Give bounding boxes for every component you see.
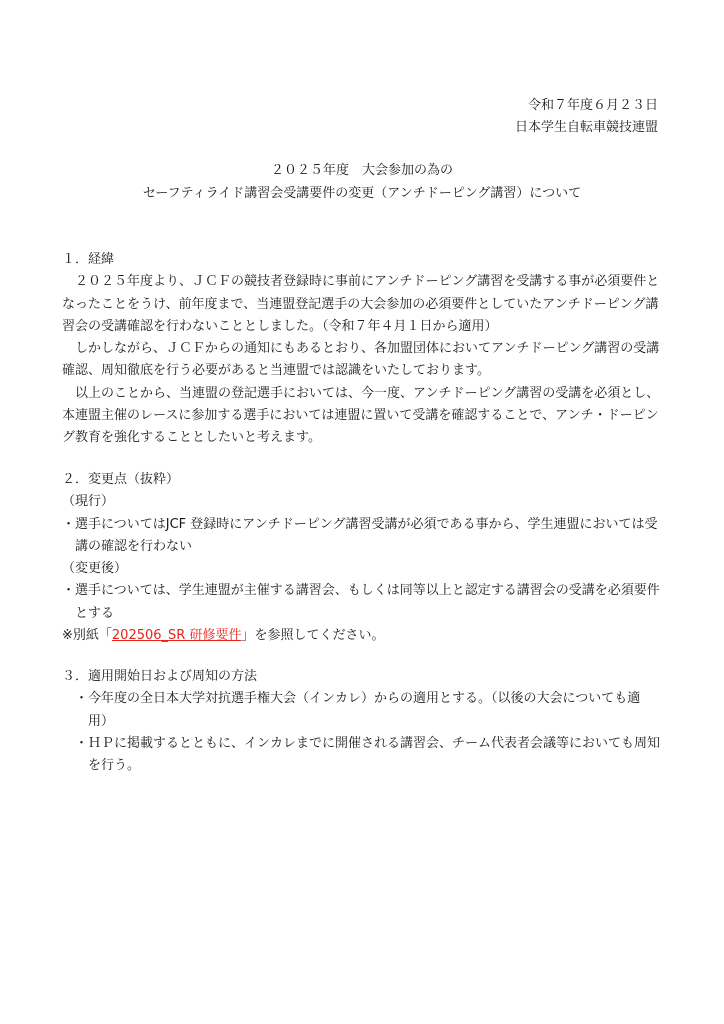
document-date: 令和７年度６月２３日 — [527, 98, 658, 113]
text-line: しかしながら、ＪＣＦからの通知にもあるとおり、各加盟団体においてアンチドーピング講習の受講 — [75, 341, 660, 357]
section-3-heading: ３．適用開始日および周知の方法 — [62, 669, 258, 684]
section-2-heading: ２．変更点（抜粋） — [62, 472, 180, 487]
text-line: とする — [75, 605, 115, 621]
section-changes — [62, 469, 660, 647]
application-item-2 — [62, 733, 660, 778]
text-line: なったことをうけ、前年度まで、当連盟登記選手の大会参加の必須要件としていたアンチドーピング講 — [62, 296, 659, 312]
issuing-organization: 日本学生自転車競技連盟 — [514, 120, 658, 135]
text-line: ２０２５年度より、ＪＣＦの競技者登録時に事前にアンチドーピング講習を受講する事が必須要件と — [75, 274, 660, 290]
text-line: 以上のことから、当連盟の登記選手においては、今一度、アンチドーピング講習の受講を必須とし、 — [75, 385, 660, 401]
text-line: ・今年度の全日本大学対抗選手権大会（インカレ）からの適用とする。（以後の大会についても適 — [75, 691, 641, 707]
text-line: ・選手についてはJCF 登録時にアンチドーピング講習受講が必須である事から、学生連盟においては受 — [62, 516, 658, 532]
note-prefix: ※別紙「 — [62, 628, 112, 644]
note-suffix: 」を参照してください。 — [241, 628, 385, 644]
text-line: グ教育を強化することとしたいと考えます。 — [62, 430, 321, 446]
text-line: ・選手については、学生連盟が主催する講習会、もしくは同等以上と認定する講習会の受講を必須要件 — [62, 583, 660, 599]
text-line: 用） — [88, 713, 115, 729]
document-title-line-2: セーフティライド講習会受講要件の変更（アンチドーピング講習）について — [142, 186, 582, 201]
text-line: ・ＨＰに掲載するとともに、インカレまでに開催される講習会、チーム代表者会議等においても周知 — [75, 735, 661, 751]
section-1-paragraph-3 — [62, 383, 660, 450]
reference-note — [62, 625, 660, 647]
attachment-link[interactable]: 202506_SR 研修要件 — [111, 628, 242, 644]
text-line: 講の確認を行わない — [75, 538, 193, 554]
document-title-line-1: ２０２５年度 大会参加の為の — [270, 163, 453, 178]
current-rule-item — [62, 514, 660, 559]
text-line: 確認、周知徹底を行う必要があると当連盟では認識をいたしております。 — [62, 363, 490, 379]
application-item-1 — [62, 688, 660, 733]
current-label: （現行） — [62, 494, 115, 510]
section-background — [62, 249, 660, 450]
new-rule-item — [62, 580, 660, 625]
section-1-paragraph-1 — [62, 271, 660, 338]
section-application — [62, 666, 660, 777]
text-line: を行う。 — [88, 758, 141, 774]
text-line: 本連盟主催のレースに参加する選手においては連盟に置いて受講を確認することで、アンチ・ドーピン — [62, 408, 659, 424]
after-change-label: （変更後） — [62, 561, 128, 577]
section-1-heading: １．経緯 — [62, 252, 115, 267]
text-line: 習会の受講確認を行わないこととしました。（令和７年４月１日から適用） — [62, 318, 498, 334]
section-1-paragraph-2 — [62, 338, 660, 383]
